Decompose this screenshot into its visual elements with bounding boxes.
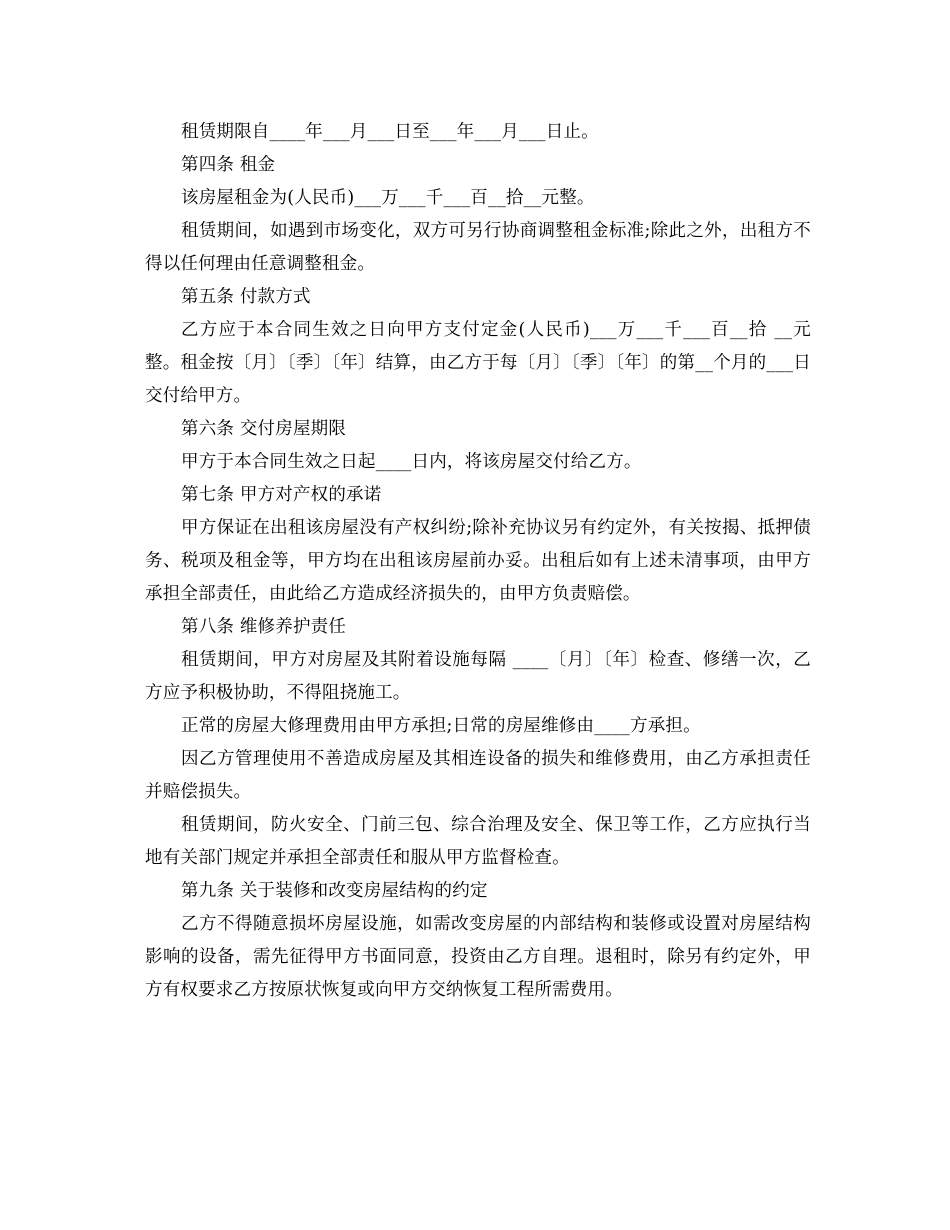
payment-method-paragraph: 乙方应于本合同生效之日向甲方支付定金(人民币)___万___千___百__拾 __元整。租金按〔月〕〔季〕〔年〕结算，由乙方于每〔月〕〔季〕〔年〕的第__个月的___日交付给甲方。: [145, 320, 811, 406]
damage-liability-paragraph: 因乙方管理使用不善造成房屋及其相连设备的损失和维修费用，由乙方承担责任并赔偿损失。: [145, 749, 811, 802]
property-rights-paragraph: 甲方保证在出租该房屋没有产权纠纷;除补充协议另有约定外，有关按揭、抵押债务、税项及租金等，甲方均在出租该房屋前办妥。出租后如有上述未清事项，由甲方承担全部责任，由此给乙方造成经济损失的，由甲方负责赔偿。: [145, 518, 811, 604]
renovation-paragraph: 乙方不得随意损坏房屋设施，如需改变房屋的内部结构和装修或设置对房屋结构影响的设备，需先征得甲方书面同意，投资由乙方自理。退租时，除另有约定外，甲方有权要求乙方按原状恢复或向甲方交纳恢复工程所需费用。: [145, 914, 811, 1000]
article-9-heading: 第九条 关于装修和改变房屋结构的约定: [181, 881, 488, 901]
delivery-term-paragraph: 甲方于本合同生效之日起____日内，将该房屋交付给乙方。: [181, 452, 642, 472]
lease-term-paragraph: 租赁期限自____年___月___日至___年___月___日止。: [181, 122, 599, 142]
article-8-heading: 第八条 维修养护责任: [181, 617, 347, 637]
inspection-paragraph: 租赁期间，甲方对房屋及其附着设施每隔 ____〔月〕〔年〕检查、修缮一次，乙方应予积极协助，不得阻挠施工。: [145, 650, 811, 703]
rent-adjustment-paragraph: 租赁期间，如遇到市场变化，双方可另行协商调整租金标准;除此之外，出租方不得以任何理由任意调整租金。: [145, 221, 811, 274]
rent-amount-paragraph: 该房屋租金为(人民币)___万___千___百__拾__元整。: [181, 188, 595, 208]
document-body: [145, 116, 811, 1007]
repair-cost-paragraph: 正常的房屋大修理费用由甲方承担;日常的房屋维修由____方承担。: [181, 716, 701, 736]
article-6-heading: 第六条 交付房屋期限: [181, 419, 347, 439]
safety-duty-paragraph: 租赁期间，防火安全、门前三包、综合治理及安全、保卫等工作，乙方应执行当地有关部门规定并承担全部责任和服从甲方监督检查。: [145, 815, 811, 868]
article-5-heading: 第五条 付款方式: [181, 287, 311, 307]
article-4-heading: 第四条 租金: [181, 155, 276, 175]
article-7-heading: 第七条 甲方对产权的承诺: [181, 485, 382, 505]
